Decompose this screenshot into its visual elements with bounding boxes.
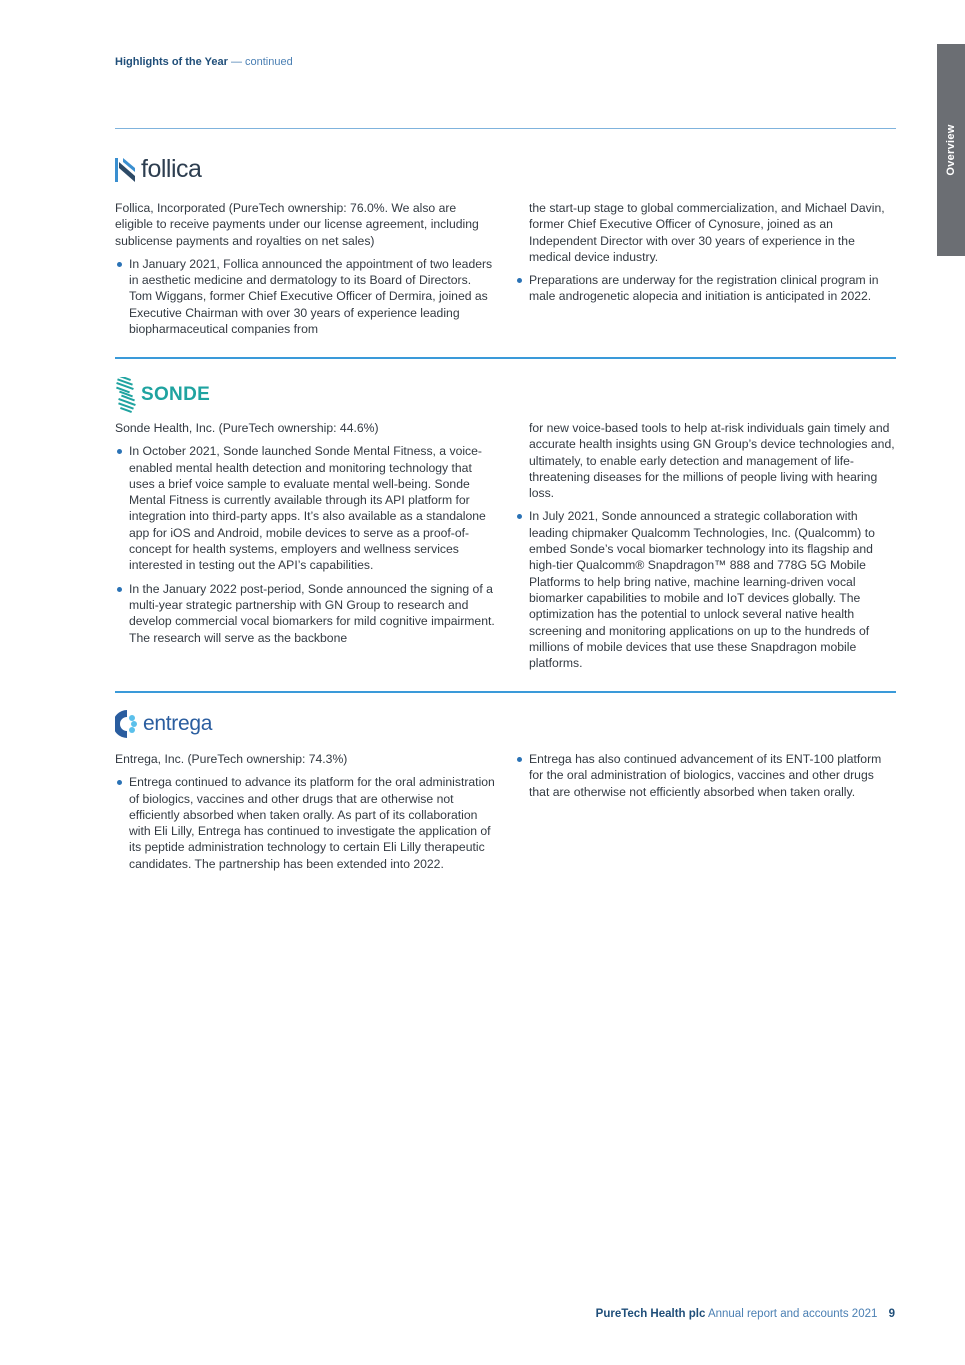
- follica-bullet-1: In January 2021, Follica announced the appointment of two leaders in aesthetic medicine and dermatology to its Board of Directors. Tom Wiggans, former Chief Executive Officer of Dermira, joined as Executive Chairman with over 30 years of experience leading biopharmaceutical companies from: [115, 256, 495, 337]
- footer-brand: PureTech Health plc: [595, 1308, 706, 1320]
- sonde-bullet-3: In July 2021, Sonde announced a strategic collaboration with leading chipmaker Qualcomm Technologies, Inc. (Qualcomm) to embed Sonde’s vocal biomarker technology into its flagship and high-tier Qualcomm® Snapdragon™ 888 and 778G 5G Mobile Platforms to help bring native, machine learning-driven vocal biomarker capabilities to mobile and IoT devices globally. The optimization has the potential to unlock several native health screening and monitoring applications on up to the hundreds of millions of mobile devices that use these Snapdragon mobile platforms.: [515, 508, 895, 671]
- divider-entrega: [115, 691, 896, 693]
- page-number: 9: [888, 1308, 895, 1320]
- sonde-intro: Sonde Health, Inc. (PureTech ownership: 44.6%): [115, 421, 379, 435]
- sonde-logo-text: SONDE: [141, 384, 211, 405]
- sonde-bullet-2-continued: for new voice-based tools to help at-risk individuals gain timely and accurate health insights using GN Group’s device technologies and, ultimately, to enable early detection and management of life-threatening diseases for the millions of people living with hearing loss.: [529, 421, 895, 501]
- footer-report-title: Annual report and accounts 2021: [707, 1308, 878, 1320]
- page-footer: [596, 1308, 895, 1320]
- divider-top: [115, 128, 896, 129]
- sonde-column-right: [515, 420, 895, 678]
- section-side-tab: [937, 44, 965, 256]
- header-section: Highlights of the Year: [115, 56, 228, 68]
- sonde-logo: [115, 377, 210, 413]
- follica-column-left: [115, 200, 495, 344]
- sonde-logo-icon: [115, 377, 137, 413]
- header-suffix: — continued: [230, 56, 293, 68]
- entrega-column-right: [515, 751, 895, 807]
- entrega-column-left: [115, 751, 495, 879]
- follica-bullet-2: Preparations are underway for the registration clinical program in male androgenetic alopecia and initiation is anticipated in 2022.: [515, 272, 895, 305]
- entrega-logo-text: entrega: [143, 712, 213, 735]
- entrega-logo: [115, 709, 212, 739]
- sonde-bullet-2: In the January 2022 post-period, Sonde announced the signing of a multi-year strategic partnership with GN Group to research and develop commercial vocal biomarkers for mild cognitive impairment. The research will serve as the backbone: [115, 581, 495, 646]
- entrega-bullet-1: Entrega continued to advance its platform for the oral administration of biologics, vaccines and other drugs that are otherwise not efficiently absorbed when taken orally. As part of its collaboration with Eli Lilly, Entrega has continued to investigate the application of its peptide administration technology to certain Eli Lilly therapeutic candidates. The partnership has been extended into 2022.: [115, 774, 495, 872]
- sonde-bullet-1: In October 2021, Sonde launched Sonde Mental Fitness, a voice-enabled mental health detection and monitoring technology that uses a brief voice sample to evaluate mental well-being. Sonde Mental Fitness is currently available through its API platform for integration into third-party apps. It’s also available as a standalone app for iOS and Android, mobile devices to serve as a proof-of-concept for health systems, employers and wellness services interested in testing out the API’s capabilities.: [115, 443, 495, 573]
- entrega-bullet-2: Entrega has also continued advancement of its ENT-100 platform for the oral administration of biologics, vaccines and other drugs that are otherwise not efficiently absorbed when taken orally.: [515, 751, 895, 800]
- side-tab-label: Overview: [945, 124, 957, 176]
- divider-sonde: [115, 357, 896, 359]
- entrega-logo-icon: [115, 709, 139, 739]
- running-header: [115, 56, 293, 68]
- follica-logo: [115, 155, 201, 184]
- entrega-intro: Entrega, Inc. (PureTech ownership: 74.3%): [115, 752, 348, 766]
- follica-bullet-1-continued: the start-up stage to global commercialization, and Michael Davin, former Chief Executive Officer of Cynosure, joined as an Independent Director with over 30 years of experience in the medical device industry.: [529, 201, 885, 264]
- follica-logo-text: follica: [141, 155, 202, 183]
- follica-intro: Follica, Incorporated (PureTech ownership: 76.0%. We also are eligible to receive payments under our license agreement, including sublicense payments and royalties on net sales): [115, 201, 479, 248]
- sonde-column-left: [115, 420, 495, 653]
- follica-logo-icon: [115, 156, 137, 184]
- follica-column-right: [515, 200, 895, 312]
